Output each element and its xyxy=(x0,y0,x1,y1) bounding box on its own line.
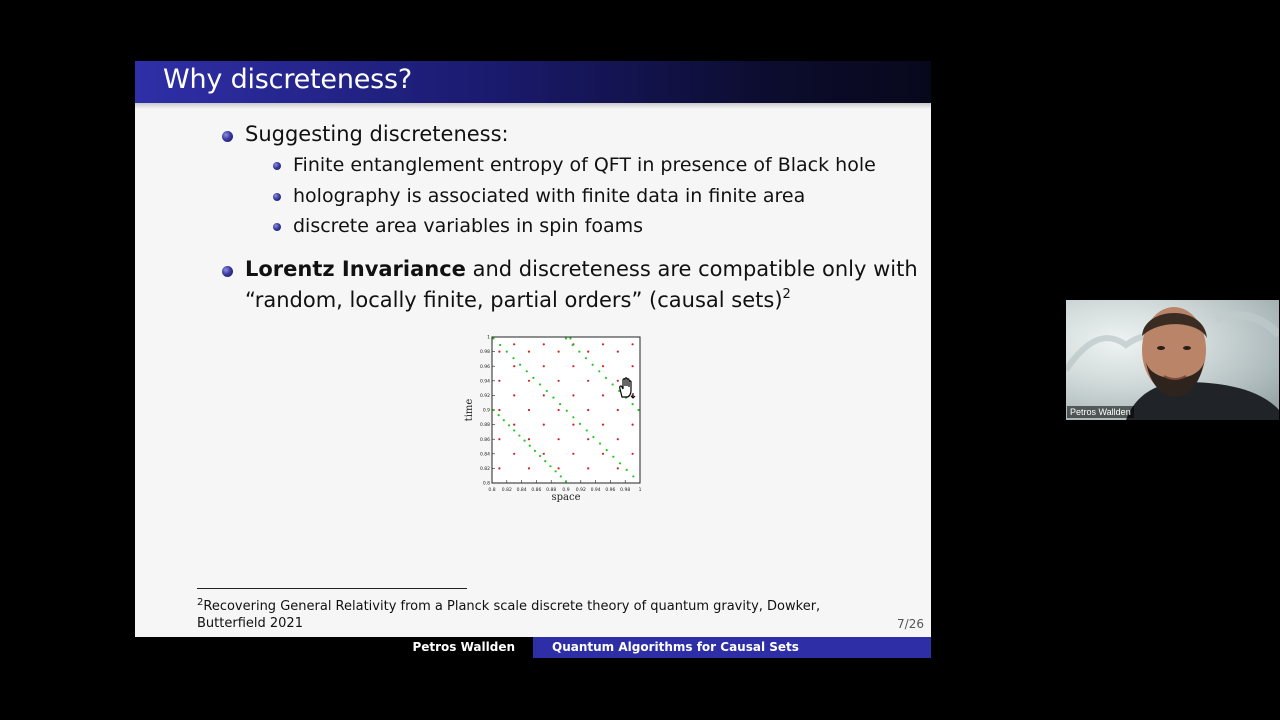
y-tick-label: 0.8 xyxy=(482,481,490,487)
scatter-point xyxy=(558,380,560,382)
scatter-point xyxy=(617,438,619,440)
scatter-point xyxy=(513,365,515,367)
scatter-point xyxy=(492,409,494,411)
y-tick-label: 0.94 xyxy=(479,379,490,385)
scatter-point xyxy=(617,467,619,469)
scatter-point xyxy=(587,409,589,411)
slide xyxy=(135,61,931,658)
scatter-point xyxy=(543,365,545,367)
scatter-point xyxy=(612,383,614,385)
scatter-point xyxy=(602,453,604,455)
scatter-point xyxy=(632,424,634,426)
footnote-ref[interactable]: 2 xyxy=(782,287,791,302)
scatter-point xyxy=(528,467,530,469)
bullet-2-bold: Lorentz Invariance xyxy=(245,257,466,281)
scatter-point xyxy=(586,429,588,431)
y-axis-label: time xyxy=(464,398,475,422)
scatter-point xyxy=(592,436,594,438)
scatter-point xyxy=(532,377,534,379)
bullet-2-line-1 xyxy=(245,257,918,281)
scatter-point xyxy=(632,403,634,405)
y-tick-label: 0.86 xyxy=(479,437,490,443)
x-tick-label: 0.86 xyxy=(531,488,542,493)
scatter-point xyxy=(498,409,500,411)
scatter-point xyxy=(555,470,557,472)
scatter-point xyxy=(539,383,541,385)
footer-talk-title: Quantum Algorithms for Causal Sets xyxy=(533,637,931,658)
x-tick-label: 0.92 xyxy=(575,488,586,493)
scatter-point xyxy=(602,424,604,426)
scatter-point xyxy=(513,453,515,455)
slide-footer xyxy=(135,637,931,658)
scatter-point xyxy=(606,449,608,451)
slide-title: Why discreteness? xyxy=(163,64,413,95)
scatter-point xyxy=(578,351,580,353)
x-tick-label: 0.82 xyxy=(501,488,512,493)
scatter-point xyxy=(598,370,600,372)
scatter-point xyxy=(498,414,500,416)
scatter-point xyxy=(492,337,494,339)
y-tick-label: 0.9 xyxy=(482,408,490,414)
scatter-point xyxy=(587,438,589,440)
scatter-point xyxy=(632,453,634,455)
sub-bullet-2: holography is associated with finite data in finite area xyxy=(293,185,806,207)
scatter-point xyxy=(549,465,551,467)
participant-video xyxy=(1066,300,1279,420)
scatter-point xyxy=(498,438,500,440)
scatter-point xyxy=(587,380,589,382)
scatter-point xyxy=(512,357,514,359)
sub-bullet-3: discrete area variables in spin foams xyxy=(293,215,643,237)
scatter-point xyxy=(566,410,568,412)
scatter-point xyxy=(498,467,500,469)
scatter-point xyxy=(592,364,594,366)
y-tick-label: 0.88 xyxy=(479,423,490,429)
hand-cursor-icon xyxy=(616,377,636,399)
scatter-point xyxy=(528,409,530,411)
scatter-point xyxy=(572,424,574,426)
footnote xyxy=(197,594,857,632)
page-number: 7/26 xyxy=(897,617,924,631)
scatter-point xyxy=(543,453,545,455)
sub-bullet-icon xyxy=(273,223,281,231)
participant-name: Petros Wallden xyxy=(1067,406,1134,418)
scatter-point xyxy=(605,377,607,379)
scatter-point xyxy=(572,394,574,396)
x-tick-label: 0.94 xyxy=(590,488,601,493)
scatter-point xyxy=(619,462,621,464)
scatter-point xyxy=(526,370,528,372)
sub-bullet-1: Finite entanglement entropy of QFT in presence of Black hole xyxy=(293,154,876,176)
scatter-point xyxy=(558,467,560,469)
x-tick-label: 0.96 xyxy=(605,488,616,493)
scatter-point xyxy=(519,364,521,366)
bullet-icon xyxy=(222,266,233,277)
scatter-point xyxy=(602,394,604,396)
scatter-point xyxy=(572,365,574,367)
scatter-point xyxy=(534,450,536,452)
scatter-point xyxy=(506,351,508,353)
webcam-tile[interactable] xyxy=(1066,300,1279,420)
scatter-point xyxy=(518,434,520,436)
scatter-point xyxy=(543,424,545,426)
scatter-point xyxy=(565,337,567,339)
scatter-point xyxy=(558,409,560,411)
y-tick-label: 0.84 xyxy=(479,452,490,458)
bullet-2-rest: and discreteness are compatible only with xyxy=(465,257,918,281)
scatter-point xyxy=(617,409,619,411)
scatter-point xyxy=(559,403,561,405)
scatter-point xyxy=(602,343,604,345)
scatter-point xyxy=(498,351,500,353)
scatter-point xyxy=(528,351,530,353)
scatter-point xyxy=(617,351,619,353)
y-tick-label: 0.96 xyxy=(479,364,490,370)
scatter-point xyxy=(513,424,515,426)
scatter-point xyxy=(499,344,501,346)
footnote-rule xyxy=(197,588,467,589)
bullet-icon xyxy=(222,131,233,142)
scatter-point xyxy=(558,351,560,353)
causal-set-plot xyxy=(455,329,655,505)
scatter-point xyxy=(560,475,562,477)
scatter-point xyxy=(552,396,554,398)
scatter-point xyxy=(572,344,574,346)
y-tick-label: 0.82 xyxy=(479,467,490,472)
scatter-point xyxy=(587,351,589,353)
x-tick-label: 0.84 xyxy=(516,488,527,493)
scatter-point xyxy=(513,429,515,431)
scatter-point xyxy=(528,438,530,440)
scatter-point xyxy=(599,442,601,444)
scatter-point xyxy=(579,423,581,425)
x-tick-label: 0.9 xyxy=(562,488,570,493)
scatter-point xyxy=(498,380,500,382)
sub-bullet-icon xyxy=(273,193,281,201)
footer-author: Petros Wallden xyxy=(135,637,533,658)
scatter-point xyxy=(632,475,634,477)
scatter-point xyxy=(632,365,634,367)
scatter-point xyxy=(612,456,614,458)
footnote-number: 2 xyxy=(197,597,204,608)
scatter-point xyxy=(569,337,571,339)
scatter-point xyxy=(565,480,567,482)
scatter-point xyxy=(528,380,530,382)
scatter-point xyxy=(546,390,548,392)
scatter-point xyxy=(572,453,574,455)
x-tick-label: 1 xyxy=(638,488,642,493)
scatter-point xyxy=(585,357,587,359)
scatter-point xyxy=(602,365,604,367)
scatter-point xyxy=(508,424,510,426)
y-tick-label: 0.98 xyxy=(479,350,490,356)
scatter-point xyxy=(513,343,515,345)
x-axis-label: space xyxy=(551,492,581,503)
title-bar xyxy=(135,61,931,103)
scatter-point xyxy=(632,343,634,345)
bullet-1-text: Suggesting discreteness: xyxy=(245,122,509,146)
scatter-point xyxy=(587,467,589,469)
scatter-point xyxy=(543,343,545,345)
scatter-point xyxy=(558,438,560,440)
bullet-2-line-2-text: “random, locally finite, partial orders” (causal sets) xyxy=(245,288,783,312)
scatter-point xyxy=(544,460,546,462)
scatter-point xyxy=(513,394,515,396)
bullet-2-line-2 xyxy=(245,287,791,312)
scatter-point xyxy=(637,409,639,411)
x-tick-label: 0.88 xyxy=(546,488,557,493)
scatter-point xyxy=(503,419,505,421)
scatter-point xyxy=(539,455,541,457)
x-tick-label: 0.8 xyxy=(488,488,496,493)
scatter-point xyxy=(529,445,531,447)
scatter-point xyxy=(543,394,545,396)
y-tick-label: 0.92 xyxy=(479,394,490,399)
sub-bullet-icon xyxy=(273,162,281,170)
scatter-point xyxy=(572,416,574,418)
scatter-point xyxy=(523,440,525,442)
scatter-point xyxy=(626,469,628,471)
footnote-text: Recovering General Relativity from a Planck scale discrete theory of quantum gravity, Dowker, Butterfield 2021 xyxy=(197,599,821,631)
y-tick-label: 1 xyxy=(487,335,490,341)
x-tick-label: 0.98 xyxy=(620,488,631,493)
